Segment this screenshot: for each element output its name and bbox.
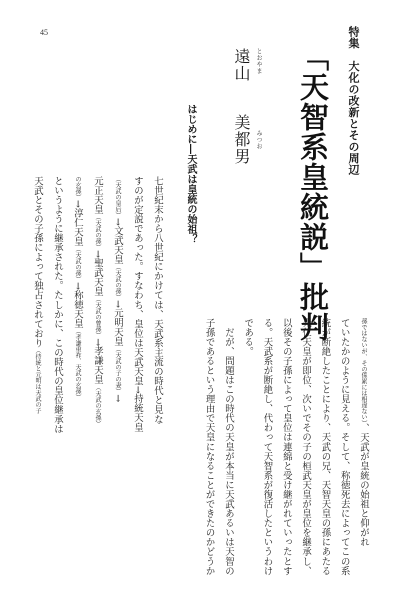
body-line xyxy=(130,176,144,432)
annotation-note: （持統と元明は天武の子 xyxy=(34,347,41,414)
article-title: 「天智系皇統説」批判 xyxy=(296,42,330,342)
body-line xyxy=(240,318,254,356)
body-segment: ていたかのように見える。そして、称徳死去によってこの系 xyxy=(338,318,350,576)
body-segment: だが、問題はこの時代の天皇が本当に天武あるいは天智の xyxy=(222,318,234,576)
body-segment: 天武とその子孫によって独占されており xyxy=(32,176,43,348)
annotation-note: （天武の孫） xyxy=(114,264,121,301)
annotation-note: （天武の玄孫） xyxy=(94,384,101,427)
body-segment: というように継承された。たしかに、この時代の皇位継承は xyxy=(52,176,63,434)
body-line xyxy=(70,176,84,400)
body-line xyxy=(337,318,351,576)
body-segment: すのが定説であった。すなわち、皇位は天武天皇→持統天皇 xyxy=(132,176,143,433)
body-line xyxy=(317,318,331,576)
body-segment: →淳仁天皇 xyxy=(72,200,83,247)
body-segment: → xyxy=(112,394,123,403)
author-family-reading: とおやま xyxy=(255,48,262,74)
body-segment: 以後その子孫によって皇位は連綿と受け継がれていったとす xyxy=(280,318,292,576)
annotation-note: （天武の孫） xyxy=(74,246,81,283)
body-segment: →元明天皇 xyxy=(112,300,123,347)
annotation-note: （天武の孫） xyxy=(94,214,101,251)
body-segment: である。 xyxy=(242,318,254,357)
author-given-reading: みつお xyxy=(255,130,262,150)
series-label: 特集 大化の改新とその周辺 xyxy=(347,26,360,176)
annotation-note: 孫ではないが、その係累には相違ない） xyxy=(360,318,367,423)
body-segment: 元正天皇 xyxy=(92,176,103,215)
body-segment: →孝謙天皇 xyxy=(92,338,103,385)
annotation-note: （天武の曾孫） xyxy=(94,296,101,339)
body-line xyxy=(356,318,370,547)
author-given-name: 美都男 xyxy=(232,114,251,165)
body-line xyxy=(298,318,312,576)
author-family-name: 遠山 xyxy=(232,48,251,82)
annotation-note: （天武の皇后） xyxy=(114,176,121,218)
body-line xyxy=(260,318,274,576)
body-segment: 光仁天皇が即位、次いでその子の桓武天皇が皇位を継承し、 xyxy=(300,318,312,576)
author-name xyxy=(231,48,251,165)
annotation-note: の玄孫） xyxy=(74,176,81,200)
body-segment: 七世紀末から八世紀にかけては、天武系主流の時代と見な xyxy=(152,176,163,425)
body-line xyxy=(202,318,216,576)
body-segment: 子孫であるという理由で天皇になることができたのかどうか xyxy=(203,318,215,576)
body-line xyxy=(221,318,235,576)
body-segment: →文武天皇 xyxy=(112,218,123,265)
body-segment: →聖武天皇 xyxy=(92,250,103,297)
body-line xyxy=(150,176,164,424)
body-segment: 、天武が皇統の始祖と仰がれ xyxy=(358,423,369,548)
body-segment: 統が断絶したことにより、天武の兄、天智天皇の孫にあたる xyxy=(319,318,331,576)
body-line xyxy=(30,176,44,414)
body-line xyxy=(279,318,293,576)
section-heading: はじめに―天武は皇統の始祖？ xyxy=(185,104,196,244)
annotation-note: （天武の子の妻） xyxy=(114,346,121,395)
body-line xyxy=(90,176,104,427)
body-line xyxy=(110,176,124,402)
body-segment: →称徳天皇 xyxy=(72,282,83,329)
page-number: 45 xyxy=(40,28,48,37)
body-segment: る。天武系が断絶し、代わって天智系が復活したというわけ xyxy=(261,318,273,576)
annotation-note: （孝謙重祚、天武の玄孫） xyxy=(74,328,81,401)
body-line xyxy=(50,176,64,434)
